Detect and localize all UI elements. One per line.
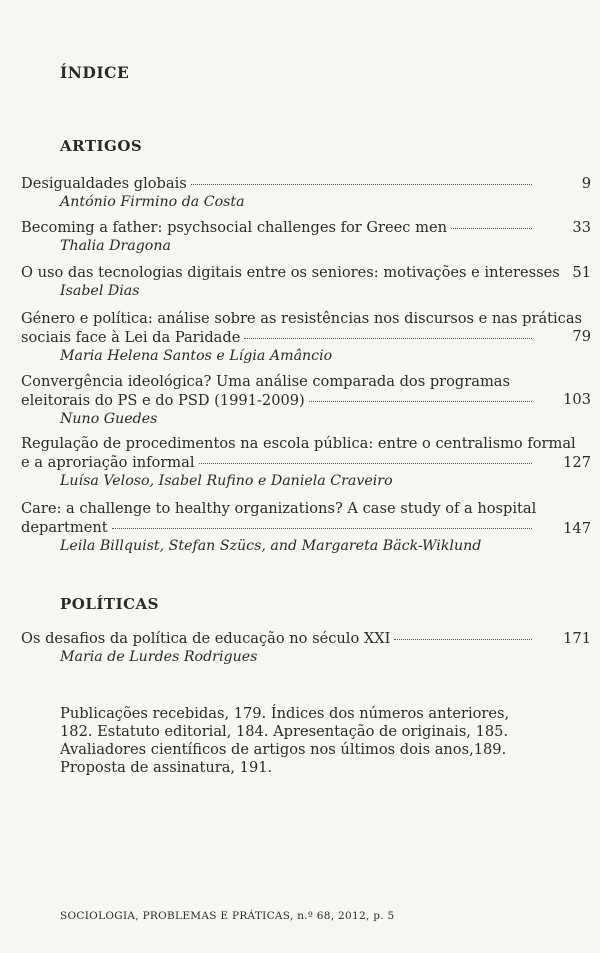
toc-entry[interactable] bbox=[21, 434, 591, 491]
toc-entry[interactable] bbox=[21, 309, 591, 366]
dot-leader bbox=[244, 338, 532, 339]
toc-entry-author: Isabel Dias bbox=[60, 283, 140, 299]
toc-entry-page-number: 103 bbox=[563, 391, 591, 408]
toc-entry-author: Thalia Dragona bbox=[60, 238, 171, 254]
toc-entry-page-number: 9 bbox=[581, 175, 591, 192]
toc-entry-title-line bbox=[21, 629, 536, 648]
toc-entry[interactable] bbox=[21, 263, 591, 301]
page-footer bbox=[60, 910, 395, 922]
toc-entry-title: Regulação de procedimentos na escola pública: entre o centralismo formal bbox=[21, 435, 576, 452]
dot-leader bbox=[451, 228, 532, 229]
toc-entry-title-line bbox=[21, 518, 536, 537]
toc-entry[interactable] bbox=[21, 174, 591, 212]
toc-entry-title-line bbox=[21, 328, 536, 347]
toc-entry-title-line bbox=[21, 453, 536, 472]
page-title: ÍNDICE bbox=[60, 63, 130, 82]
toc-entry-author: Maria Helena Santos e Lígia Amâncio bbox=[60, 348, 333, 364]
toc-entry[interactable] bbox=[21, 372, 591, 429]
toc-entry-author: António Firmino da Costa bbox=[60, 194, 245, 210]
toc-entry-page-number: 171 bbox=[563, 630, 591, 647]
toc-entry-title-line bbox=[21, 263, 560, 282]
toc-entry-title: Convergência ideológica? Uma análise comparada dos programas bbox=[21, 373, 510, 390]
toc-entry-page-number: 33 bbox=[572, 219, 591, 236]
toc-entry-author: Luísa Veloso, Isabel Rufino e Daniela Craveiro bbox=[60, 473, 393, 489]
toc-entry-author: Nuno Guedes bbox=[60, 411, 158, 427]
toc-entry-title-continuation: sociais face à Lei da Paridade bbox=[21, 329, 241, 346]
dot-leader bbox=[112, 528, 532, 529]
toc-entry-title: Care: a challenge to healthy organizations? A case study of a hospital bbox=[21, 500, 537, 517]
toc-entry-title: Género e política: análise sobre as resistências nos discursos e nas práticas bbox=[21, 310, 583, 327]
toc-entry-title-line bbox=[21, 174, 536, 193]
toc-entry-title-line bbox=[21, 218, 536, 237]
toc-entry-title-continuation: e a aproriação informal bbox=[21, 454, 195, 471]
toc-entry[interactable] bbox=[21, 629, 591, 667]
dot-leader bbox=[309, 401, 532, 402]
toc-entry-title-line bbox=[21, 391, 536, 410]
section-heading-artigos: ARTIGOS bbox=[60, 137, 143, 155]
toc-entry-page-number: 127 bbox=[563, 454, 591, 471]
dot-leader bbox=[394, 639, 532, 640]
toc-entry-title-continuation: eleitorais do PS e do PSD (1991-2009) bbox=[21, 392, 305, 409]
toc-entry-title: O uso das tecnologias digitais entre os seniores: motivações e interesses bbox=[21, 264, 560, 281]
toc-entry-author: Leila Billquist, Stefan Szücs, and Margareta Bäck-Wiklund bbox=[60, 538, 482, 554]
toc-entry-title: Os desafios da política de educação no século XXI bbox=[21, 630, 391, 647]
toc-entry-title-continuation: department bbox=[21, 519, 108, 536]
section-heading-politicas: POLÍTICAS bbox=[60, 595, 159, 613]
toc-entry-page-number: 79 bbox=[572, 328, 591, 345]
dot-leader bbox=[191, 184, 532, 185]
footer-issue: n.º 68, 2012, p. 5 bbox=[297, 910, 395, 922]
toc-entry-title: Becoming a father: psychsocial challenges for Greec men bbox=[21, 219, 447, 236]
toc-entry[interactable] bbox=[21, 499, 591, 556]
toc-entry-author: Maria de Lurdes Rodrigues bbox=[60, 649, 258, 665]
toc-entry[interactable] bbox=[21, 218, 591, 256]
toc-entry-page-number: 51 bbox=[572, 264, 591, 281]
dot-leader bbox=[199, 463, 532, 464]
toc-entry-page-number: 147 bbox=[563, 520, 591, 537]
toc-entry-title: Desigualdades globais bbox=[21, 175, 187, 192]
misc-contents-paragraph: Publicações recebidas, 179. Índices dos números anteriores, 182. Estatuto editorial, 184. Apresentação de originais, 185. Avaliadores científicos de artigos nos últimos dois anos,189. Proposta de assinatura, 191. bbox=[60, 705, 510, 776]
footer-journal-name: SOCIOLOGIA, PROBLEMAS E PRÁTICAS, bbox=[60, 910, 294, 922]
